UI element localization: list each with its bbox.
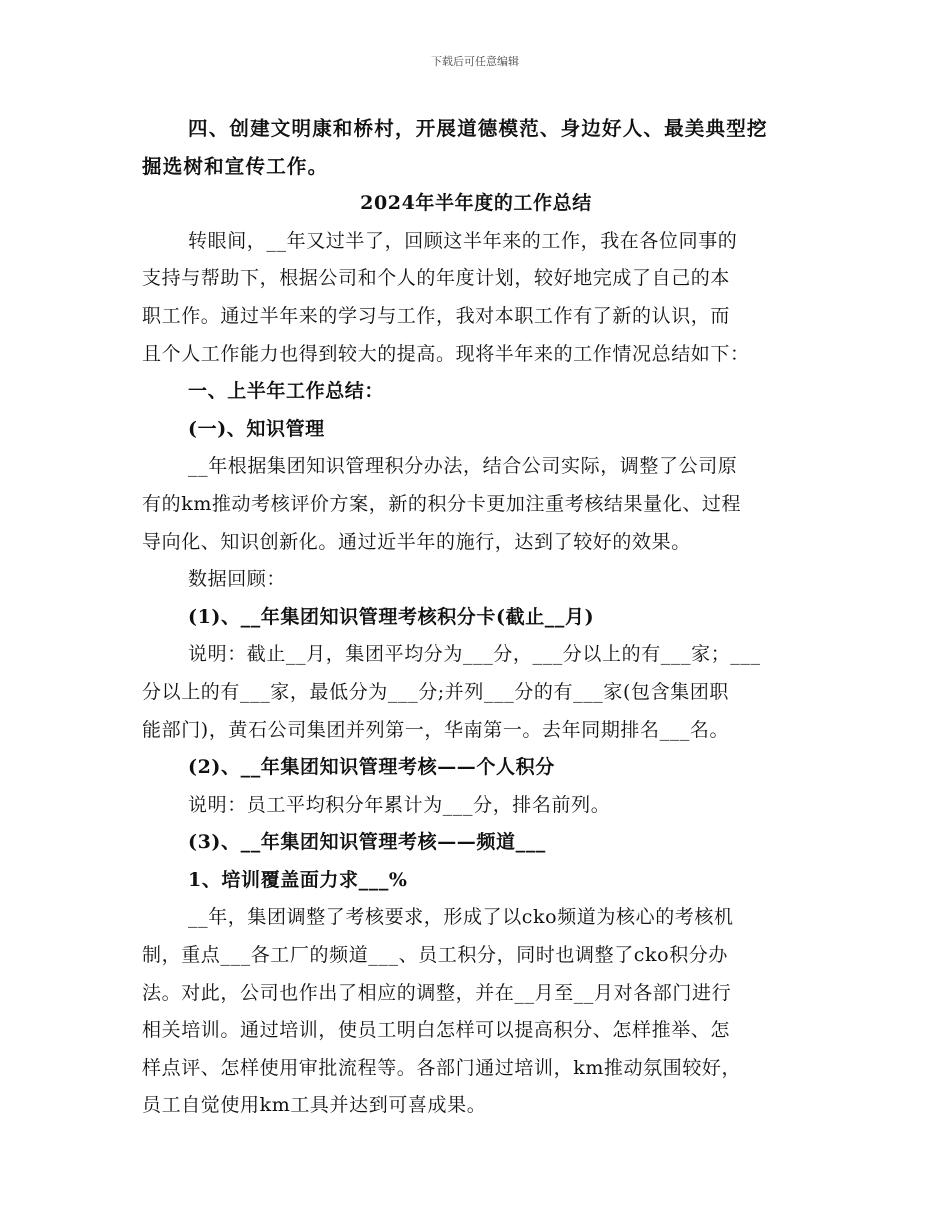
paragraph-line: 分以上的有___家，最低分为___分;并列___分的有___家(包含集团职: [142, 680, 730, 703]
section-four-heading-line1: 四、创建文明康和桥村，开展道德模范、身边好人、最美典型挖: [188, 117, 768, 140]
item-heading: (1)、__年集团知识管理考核积分卡(截止__月): [188, 605, 595, 628]
item-heading: 1、培训覆盖面力求___%: [188, 868, 408, 891]
paragraph-line: 支持与帮助下，根据公司和个人的年度计划，较好地完成了自己的本: [142, 267, 731, 290]
paragraph-line: __年，集团调整了考核要求，形成了以cko频道为核心的考核机: [188, 906, 734, 929]
paragraph-line: 员工自觉使用km工具并达到可喜成果。: [142, 1094, 487, 1117]
document-body: [142, 110, 810, 1125]
paragraph-line: 样点评、怎样使用审批流程等。各部门通过培训，km推动氛围较好，: [142, 1056, 742, 1079]
paragraph-line: 转眼间，__年又过半了，回顾这半年来的工作，我在各位同事的: [188, 229, 738, 252]
page-header: 下载后可任意编辑: [431, 55, 519, 68]
item-heading: (3)、__年集团知识管理考核——频道___: [188, 831, 546, 854]
paragraph-line: 制，重点___各工厂的频道___、员工积分，同时也调整了cko积分办: [142, 944, 728, 967]
paragraph-line: __年根据集团知识管理积分办法，结合公司实际，调整了公司原: [188, 455, 738, 478]
paragraph-line: 有的km推动考核评价方案，新的积分卡更加注重考核结果量化、过程: [142, 492, 742, 515]
paragraph-line: 说明：截止__月，集团平均分为___分，___分以上的有___家；___: [188, 643, 761, 666]
paragraph-line: 职工作。通过半年来的学习与工作，我对本职工作有了新的认识，而: [142, 304, 731, 327]
section-heading: 一、上半年工作总结：: [188, 380, 385, 403]
paragraph-line: 能部门)，黄石公司集团并列第一，华南第一。去年同期排名___名。: [142, 718, 730, 741]
document-title: 2024年半年度的工作总结: [360, 192, 592, 215]
paragraph-line: 且个人工作能力也得到较大的提高。现将半年来的工作情况总结如下：: [142, 342, 750, 365]
paragraph-line: 数据回顾：: [188, 568, 287, 591]
item-heading: (2)、__年集团知识管理考核——个人积分: [188, 756, 555, 779]
paragraph-line: 相关培训。通过培训，使员工明白怎样可以提高积分、怎样推举、怎: [142, 1019, 731, 1042]
subsection-heading: (一)、知识管理: [188, 417, 325, 440]
section-four-heading-line2: 掘选树和宣传工作。: [142, 154, 329, 178]
paragraph-line: 导向化、知识创新化。通过近半年的施行，达到了较好的效果。: [142, 530, 691, 553]
paragraph-line: 说明：员工平均积分年累计为___分，排名前列。: [188, 793, 611, 816]
paragraph-line: 法。对此，公司也作出了相应的调整，并在__月至__月对各部门进行: [142, 981, 732, 1004]
